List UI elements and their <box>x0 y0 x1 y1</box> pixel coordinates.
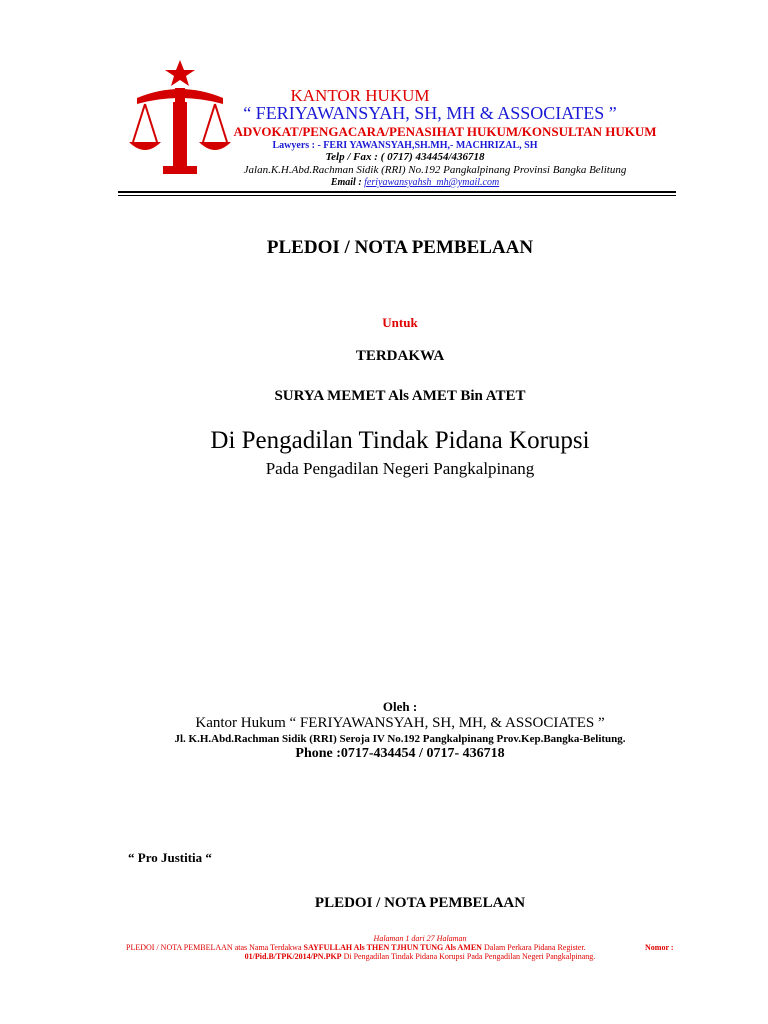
letterhead-divider <box>118 191 676 193</box>
page-number: Halaman 1 dari 27 Halaman <box>373 934 467 943</box>
footer-defendant-name: SAYFULLAH Als THEN TJHUN TUNG Als AMEN <box>303 943 482 952</box>
by-firm-name: Kantor Hukum “ FERIYAWANSYAH, SH, MH, & ASSOCIATES ” <box>195 715 605 731</box>
footer-court-text: Di Pengadilan Tindak Pidana Korupsi Pada Pengadilan Negeri Pangkalpinang. <box>341 952 596 961</box>
letterhead-firm-name: “ FERIYAWANSYAH, SH, MH & ASSOCIATES ” <box>243 103 617 123</box>
court-subtitle: Pada Pengadilan Negeri Pangkalpinang <box>265 459 535 478</box>
letterhead-lawyers: Lawyers : - FERI YAWANSYAH,SH.MH,- MACHRIZAL, SH <box>272 140 538 151</box>
defendant-label: TERDAKWA <box>355 348 445 364</box>
by-firm-address: Jl. K.H.Abd.Rachman Sidik (RRI) Seroja IV No.192 Pangkalpinang Prov.Kep.Bangka-Belitung. <box>174 733 626 745</box>
by-firm-phone: Phone :0717-434454 / 0717- 436718 <box>295 746 505 761</box>
footer-case-number: 01/Pid.B/TPK/2014/PN.PKP <box>244 952 342 961</box>
email-label: Email : <box>330 177 362 188</box>
court-name: Di Pengadilan Tindak Pidana Korupsi <box>210 427 590 454</box>
letterhead-divider-thin <box>118 195 676 196</box>
by-label: Oleh : <box>382 699 418 714</box>
document-title: PLEDOI / NOTA PEMBELAAN <box>266 237 534 258</box>
letterhead-office-label: KANTOR HUKUM <box>290 86 430 105</box>
footer-line-1 <box>126 943 686 952</box>
letterhead-email-line <box>220 177 610 188</box>
document-title-bottom: PLEDOI / NOTA PEMBELAAN <box>314 895 526 911</box>
letterhead-phone-fax: Telp / Fax : ( 0717) 434454/436718 <box>325 151 485 163</box>
footer-line-2 <box>40 952 768 961</box>
footer-text-cont: Dalam Perkara Pidana Register. <box>481 943 586 952</box>
defendant-name: SURYA MEMET Als AMET Bin ATET <box>274 388 526 404</box>
email-link[interactable]: feriyawansyahsh_mh@ymail.com <box>364 177 500 188</box>
footer-text: PLEDOI / NOTA PEMBELAAN atas Nama Terdakwa <box>126 943 304 952</box>
letterhead-address: Jalan.K.H.Abd.Rachman Sidik (RRI) No.192 Pangkalpinang Provinsi Bangka Belitung <box>243 164 627 176</box>
for-label: Untuk <box>382 315 418 330</box>
letterhead-services: ADVOKAT/PENGACARA/PENASIHAT HUKUM/KONSULTAN HUKUM <box>233 124 657 139</box>
footer-number-label: Nomor : <box>645 943 674 952</box>
pro-justitia: “ Pro Justitia “ <box>128 850 212 865</box>
